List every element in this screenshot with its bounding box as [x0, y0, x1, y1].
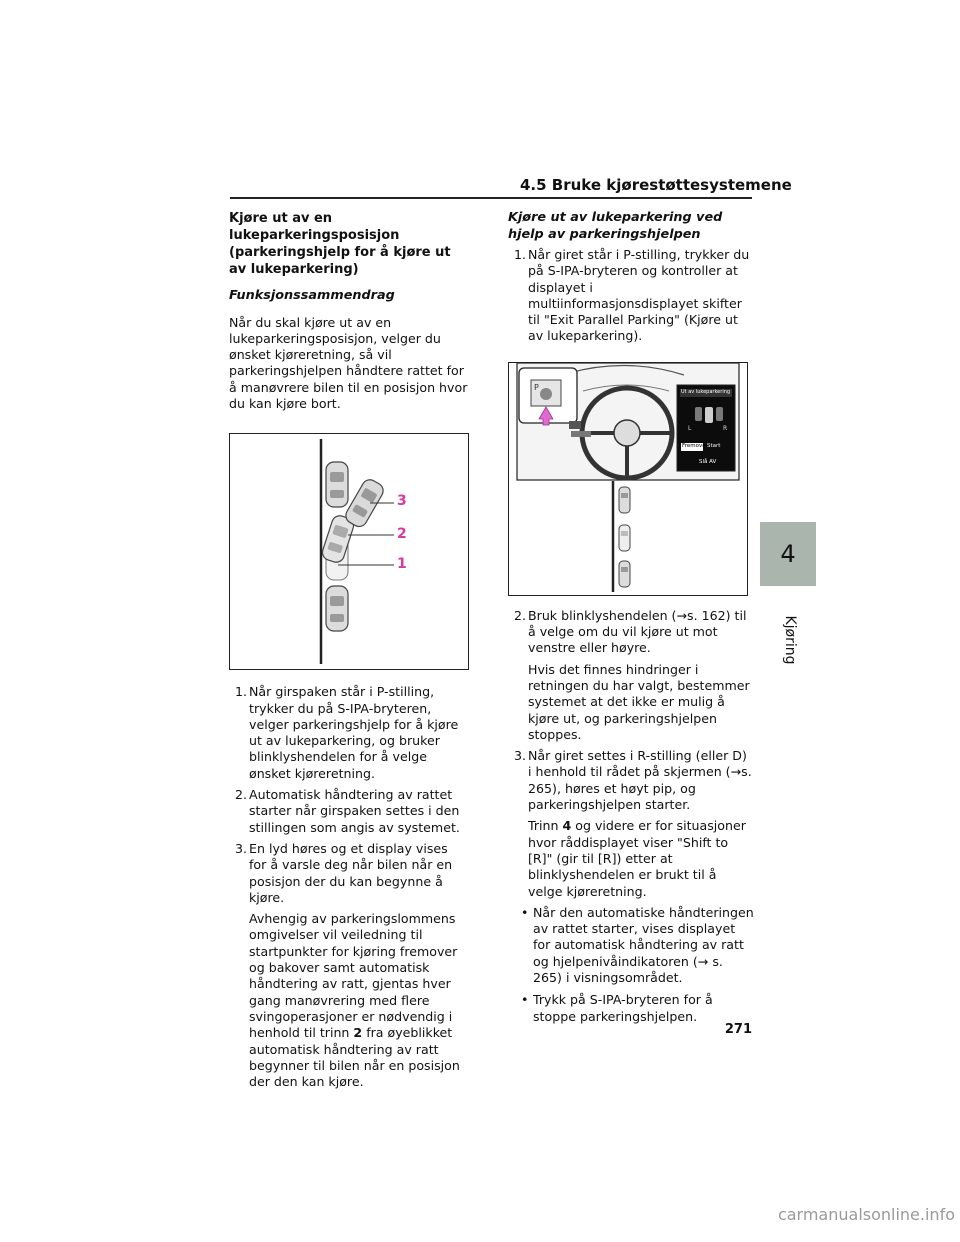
- chapter-label: Kjøring: [782, 615, 798, 665]
- step-text: Når giret står i P-stilling, trykker du på S-IPA-bryteren og kontroller at displayet i multiinformasjonsdisplayet skifter til "Exit Parallel Parking" (Kjøre ut av lukeparkering).: [528, 247, 750, 344]
- bullet-text: Trykk på S-IPA-bryteren for å stoppe parkeringshjelpen.: [533, 992, 713, 1024]
- bullet-text: Når den automatiske håndteringen av rattet starter, vises displayet for automatisk håndtering av ratt og hjelpenivåindikatoren (→ s. 265) i visningsområdet.: [533, 904, 754, 986]
- right-step-1: [508, 247, 754, 345]
- step-text: Automatisk håndtering av rattet starter når girspaken settes i den stillingen som angis av systemet.: [249, 787, 460, 835]
- exit-parking-illustration: [230, 434, 468, 669]
- figure-label-3: 3: [397, 493, 407, 510]
- left-summary: Når du skal kjøre ut av en lukeparkeringsposisjon, velger du ønsket kjøreretning, så vil parkeringshjelpen håndtere rattet for å manøvrere bilen til en posisjon hvor du kan kjøre bort.: [229, 314, 468, 411]
- footer-watermark: carmanualsonline.info: [777, 1205, 955, 1224]
- left-step-3-note: [249, 911, 469, 1090]
- mini-car-front: [619, 487, 630, 513]
- section-title: 4.5 Bruke kjørestøttesystemene: [520, 176, 792, 194]
- left-heading: Kjøre ut av en lukeparkeringsposisjon (parkeringshjelp for å kjøre ut av lukeparkering): [229, 211, 451, 277]
- step-text: Når giret settes i R-stilling (eller D) i henhold til rådet på skjermen (→s. 265), høres et høyt pip, og parkeringshjelpen starter.: [528, 748, 752, 813]
- left-column: [229, 210, 469, 1095]
- bullet-item: [521, 992, 754, 1025]
- mini-car-own: [619, 525, 630, 551]
- header-divider: [230, 197, 752, 199]
- left-step-1: [229, 684, 469, 782]
- left-step-3: [229, 841, 469, 906]
- right-step-2-note: Hvis det finnes hindringer i retningen du har valgt, bestemmer systemet at det ikke er mulig å kjøre ut, og parkeringshjelpen stoppes.: [528, 661, 750, 742]
- left-subheading: Funksjonssammendrag: [229, 288, 395, 303]
- dashboard-figure: [508, 362, 748, 596]
- step-number: 1.: [513, 247, 526, 262]
- step-number: 3.: [513, 748, 526, 764]
- step-text: Bruk blinklyshendelen (→s. 162) til å velge om du vil kjøre ut mot venstre eller høyre.: [528, 607, 747, 656]
- step-text: Når girspaken står i P-stilling, trykker du på S-IPA-bryteren, velger parkeringshjelp for å kjøre ut av lukeparkering, og bruker blinklyshendelen for å velge ønsket kjøreretning.: [249, 684, 459, 781]
- note-text: Trinn: [528, 818, 563, 834]
- page-number: 271: [724, 1022, 752, 1037]
- screen-start-label: Start: [707, 442, 721, 449]
- step-number: 2.: [513, 607, 526, 623]
- screen-title: Ut av lukeparkering: [681, 388, 731, 395]
- right-heading: Kjøre ut av lukeparkering ved hjelp av parkeringshjelpen: [508, 210, 723, 242]
- bullet-item: [521, 905, 754, 986]
- bullet-dot: •: [521, 992, 529, 1008]
- step-number: 3.: [234, 840, 247, 856]
- figure-label-1: 1: [397, 556, 407, 573]
- step-number: 1.: [234, 684, 247, 700]
- right-column: [508, 210, 754, 1031]
- step-number: 2.: [234, 787, 247, 803]
- note-text: fra øyeblikket automatisk håndtering av ratt begynner til bilen når en posisjon der den kan kjøre.: [249, 1025, 460, 1090]
- step-ref: 4: [562, 818, 572, 834]
- note-text: og videre er for situasjoner hvor råddisplayet viser "Shift to [R]" (gir til [R]) etter at blinklyshendelen er brukt til å velge kjøreretning.: [528, 818, 746, 899]
- screen-right-letter: R: [723, 424, 728, 432]
- figure-label-2: 2: [397, 526, 407, 543]
- parked-car-front: [326, 462, 348, 507]
- right-step-3: [508, 748, 754, 813]
- bullet-dot: •: [521, 904, 529, 920]
- note-text: Avhengig av parkeringslommens omgivelser vil veiledning til startpunkter for kjøring fremover og bakover samt automatisk håndtering av ratt, gjentas hver gang manøvrering med flere svingoperasjoner er nødvendig i henhold til trinn: [249, 911, 458, 1041]
- right-step-3-note: [528, 818, 754, 899]
- step-ref: 2: [353, 1025, 363, 1041]
- exit-parking-figure: [229, 433, 469, 670]
- screen-left-letter: L: [688, 424, 692, 432]
- dashboard-illustration: [509, 363, 747, 595]
- parked-car-rear: [326, 586, 348, 631]
- chapter-number: 4: [780, 540, 796, 568]
- step-text: En lyd høres og et display vises for å varsle deg når bilen når en posisjon der du kan begynne å kjøre.: [249, 840, 453, 905]
- mini-car-rear: [619, 561, 630, 587]
- s-ipa-switch-inset: [519, 368, 577, 425]
- switch-p-label: P: [534, 382, 539, 392]
- screen-off-label: Slå AV: [699, 458, 717, 465]
- left-step-2: [229, 787, 469, 836]
- right-step-2: [508, 608, 754, 657]
- screen-forward-label: Fremover: [682, 442, 708, 449]
